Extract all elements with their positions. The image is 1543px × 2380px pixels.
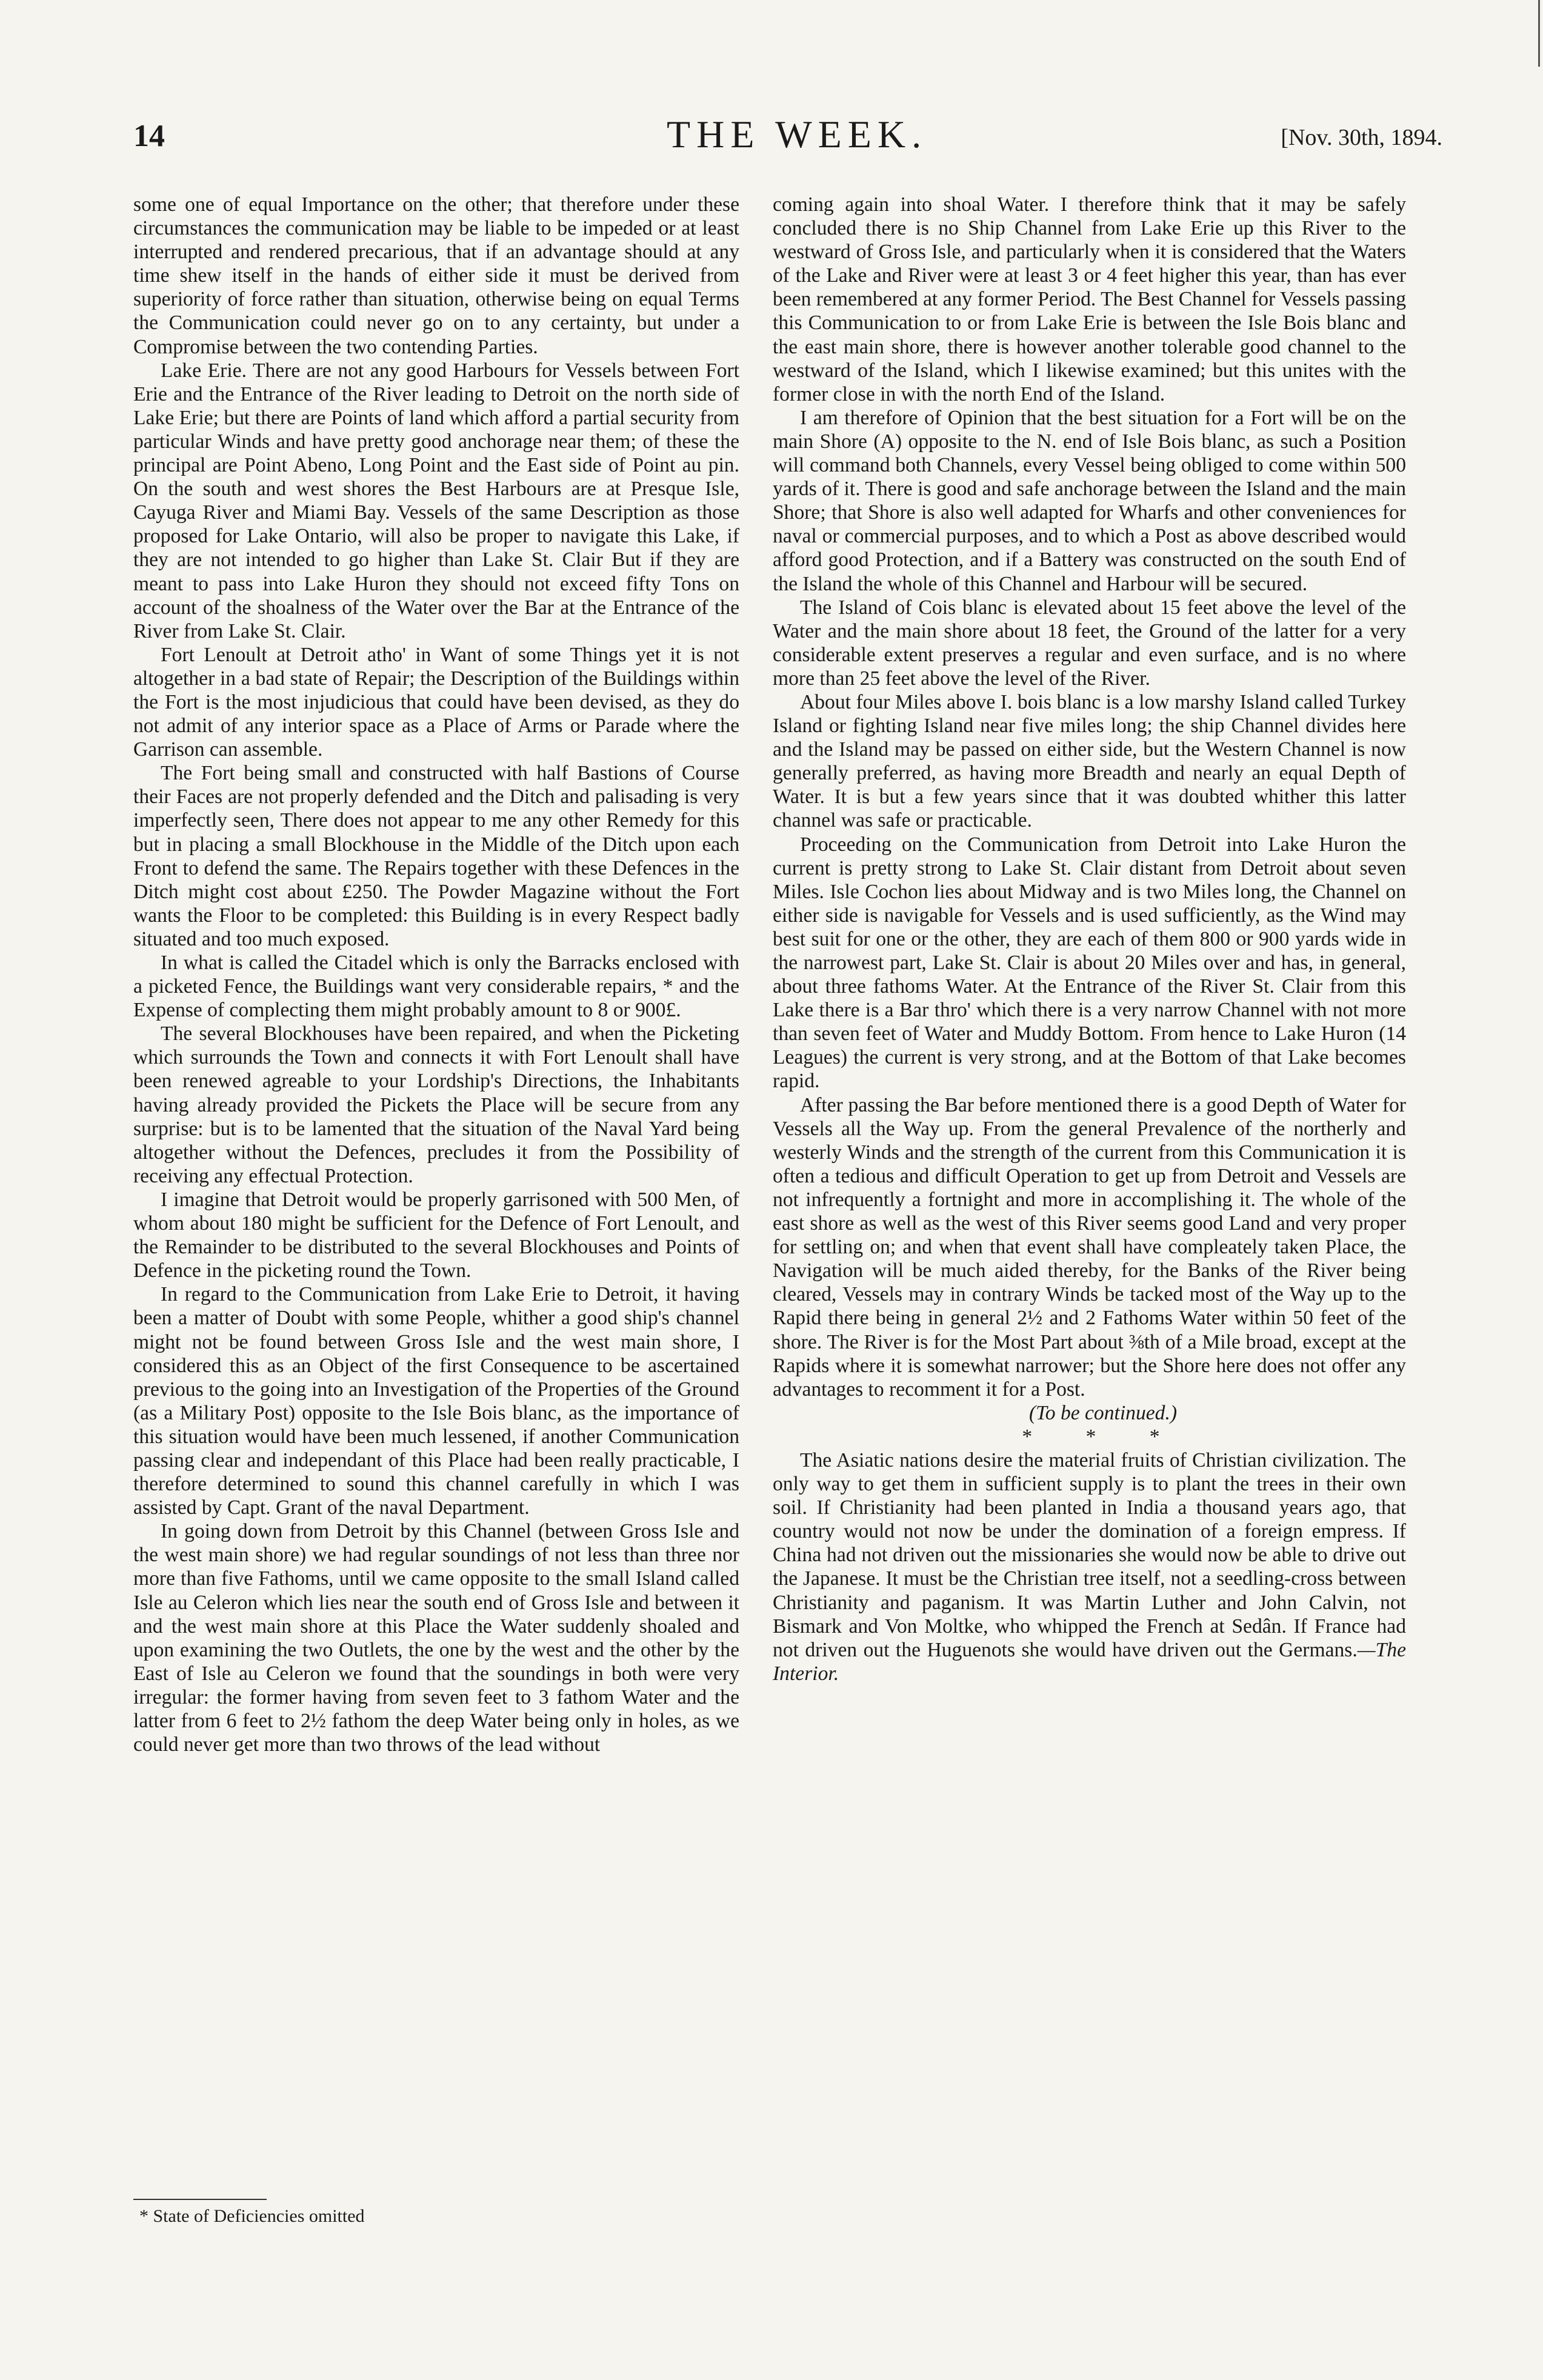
paragraph: In going down from Detroit by this Channel (between Gross Isle and the west main shore) we had regular soundings of not less than three nor more than five Fathoms, until we came opposite to the small Island called Isle au Celeron which lies near the south end of Gross Isle and between it and the west main shore at this Place the Water suddenly shoaled and upon examining the two Outlets, the one by the west and the other by the East of Isle au Celeron we found that the soundings in both were very irregular: the former having from seven feet to 3 fathom Water and the latter from 6 feet to 2½ fathom the deep Water being only in holes, as we could never get more than two throws of the lead without <box>133 1520 739 1756</box>
paragraph: In what is called the Citadel which is only the Barracks enclosed with a picketed Fence, the Buildings want very considerable repairs, * and the Expense of complecting them might probably amount to 8 or 900£. <box>133 952 739 1022</box>
paragraph: Proceeding on the Communication from Detroit into Lake Huron the current is pretty strong to Lake St. Clair distant from Detroit about seven Miles. Isle Cochon lies about Midway and is two Miles long, the Channel on either side is navigable for Vessels and is used sufficiently, as the Wind may best suit for one or the other, they are each of them 800 or 900 yards wide in the narrowest part, Lake St. Clair is about 20 Miles over and has, in general, about three fathoms Water. At the Entrance of the River St. Clair from this Lake there is a Bar thro' which there is a very narrow Channel with not more than seven feet of Water and Muddy Bottom. From hence to Lake Huron (14 Leagues) the current is very strong, and at the Bottom of that Lake becomes rapid. <box>773 833 1406 1093</box>
paragraph: coming again into shoal Water. I therefore think that it may be safely concluded there is no Ship Channel from Lake Erie up this River to the westward of Gross Isle, and particularly when it is considered that the Waters of the Lake and River were at least 3 or 4 feet higher this year, than has ever been remembered at any former Period. The Best Channel for Vessels passing this Communication to or from Lake Erie is between the Isle Bois blanc and the east main shore, there is however another tolerable good channel to the westward of the Island, which I likewise examined; but this unites with the former close in with the north End of the Island. <box>773 193 1406 405</box>
right-column <box>773 193 1406 1685</box>
source-attribution: —The Interior. <box>773 1638 1406 1685</box>
footnote: * State of Deficiencies omitted <box>139 2206 365 2226</box>
paragraph: some one of equal Importance on the other; that therefore under these circumstances the communication may be liable to be impeded or at least interrupted and rendered precarious, that if an advantage should at any time shew itself in the hands of either side it must be derived from superiority of force rather than situation, otherwise being on equal Terms the Communication could never go on to any certainty, but under a Compromise between the two contending Parties. <box>133 193 739 358</box>
paragraph: I am therefore of Opinion that the best situation for a Fort will be on the main Shore (A) opposite to the N. end of Isle Bois blanc, as such a Position will command both Channels, every Vessel being obliged to come within 500 yards of it. There is good and safe anchorage between the Island and the main Shore; that Shore is also well adapted for Wharfs and other conveniences for naval or commercial purposes, and to which a Post as above described would afford good Protection, and if a Battery was constructed on the south End of the Island the whole of this Channel and Harbour will be secured. <box>773 406 1406 595</box>
issue-date: [Nov. 30th, 1894. <box>1281 125 1442 150</box>
asiatic-text: The Asiatic nations desire the material fruits of Christian civilization. The only way to get them in sufficient supply is to plant the trees in their own soil. If Christianity had been planted in India a thousand years ago, that country would not now be under the domination of a foreign empress. If China had not driven out the missionaries she would now be able to drive out the Japanese. It must be the Christian tree itself, not a seedling-cross between Christianity and paganism. It was Martin Luther and John Calvin, not Bismark and Von Moltke, who whipped the French at Sedân. If France had not driven out the Huguenots she would have driven out the Germans. <box>773 1448 1406 1661</box>
asiatic-paragraph <box>773 1448 1406 1685</box>
page-header <box>133 112 1442 167</box>
left-column <box>133 193 739 1756</box>
paragraph: The Fort being small and constructed with half Bastions of Course their Faces are not properly defended and the Ditch and palisading is very imperfectly seen, There does not appear to me any other Remedy for this but in placing a small Blockhouse in the Middle of the Ditch upon each Front to defend the same. The Repairs together with these Defences in the Ditch might cost about £250. The Powder Magazine without the Fort wants the Floor to be completed: this Building is in every Respect badly situated and too much exposed. <box>133 762 739 950</box>
paragraph: The Island of Cois blanc is elevated about 15 feet above the level of the Water and the main shore about 18 feet, the Ground of the latter for a very considerable extent preserves a regular and even surface, and is no where more than 25 feet above the level of the River. <box>773 596 1406 690</box>
footnote-rule <box>133 2199 267 2200</box>
margin-line <box>1538 0 1540 67</box>
paragraph: Fort Lenoult at Detroit atho' in Want of some Things yet it is not altogether in a bad state of Repair; the Description of the Buildings within the Fort is the most injudicious that could have been devised, as they do not admit of any interior space as a Place of Arms or Parade where the Garrison can assemble. <box>133 643 739 761</box>
page-number: 14 <box>133 119 165 153</box>
paragraph: The several Blockhouses have been repaired, and when the Picketing which surrounds the Town and connects it with Fort Lenoult shall have been renewed agreable to your Lordship's Directions, the Inhabitants having already provided the Pickets the Place will be secure from any surprise: but is to be lamented that the situation of the Naval Yard being altogether without the Defences, precludes it from the Possibility of receiving any effectual Protection. <box>133 1022 739 1187</box>
paragraph: In regard to the Communication from Lake Erie to Detroit, it having been a matter of Doubt with some People, whither a good ship's channel might not be found between Gross Isle and the west main shore, I considered this as an Object of the first Consequence to be ascertained previous to the going into an Investigation of the Properties of the Ground (as a Military Post) opposite to the Isle Bois blanc, as the importance of this situation would have been much lessened, if another Communication passing clear and independant of this Place had been really practicable, I therefore determined to sound this channel carefully in which I was assisted by Capt. Grant of the naval Department. <box>133 1283 739 1519</box>
publication-title: THE WEEK. <box>667 113 928 156</box>
separator-stars: * * * <box>1022 1425 1184 1448</box>
paragraph: After passing the Bar before mentioned there is a good Depth of Water for Vessels all the Way up. From the general Prevalence of the northerly and westerly Winds and the strength of the current from this Communication it is often a tedious and difficult Operation to get up from Detroit and Vessels are not infrequently a fortnight and more in accomplishing it. The whole of the east shore as well as the west of this River seems good Land and very proper for settling on; and when that event shall have compleately taken Place, the Navigation will be much aided thereby, for the Banks of the River being cleared, Vessels may in contrary Winds be tacked most of the Way up to the Rapid there being in general 2½ and 2 Fathoms Water within 50 feet of the shore. The River is for the Most Part about ⅜th of a Mile broad, except at the Rapids where it is somewhat narrower; but the Shore here does not offer any advantages to recomment it for a Post. <box>773 1093 1406 1401</box>
paragraph: I imagine that Detroit would be properly garrisoned with 500 Men, of whom about 180 might be sufficient for the Defence of Fort Lenoult, and the Remainder to be distributed to the several Blockhouses and Points of Defence in the picketing round the Town. <box>133 1188 739 1282</box>
paragraph: Lake Erie. There are not any good Harbours for Vessels between Fort Erie and the Entrance of the River leading to Detroit on the north side of Lake Erie; but there are Points of land which afford a partial security from particular Winds and have pretty good anchorage near them; of these the principal are Point Abeno, Long Point and the East side of Point au pin. On the south and west shores the Best Harbours are at Presque Isle, Cayuga River and Miami Bay. Vessels of the same Description as those proposed for Lake Ontario, will also be proper to navigate this Lake, if they are not intended to go higher than Lake St. Clair But if they are meant to pass into Lake Huron they should not exceed fifty Tons on account of the shoalness of the Water over the Bar at the Entrance of the River from Lake St. Clair. <box>133 359 739 642</box>
to-be-continued: (To be continued.) <box>1028 1401 1178 1424</box>
paragraph: About four Miles above I. bois blanc is a low marshy Island called Turkey Island or fighting Island near five miles long; the ship Channel divides here and the Island may be passed on either side, but the Western Channel is now generally preferred, as having more Breadth and nearly an equal Depth of Water. It is but a few years since that it was doubted whither this latter channel was safe or practicable. <box>773 690 1406 832</box>
